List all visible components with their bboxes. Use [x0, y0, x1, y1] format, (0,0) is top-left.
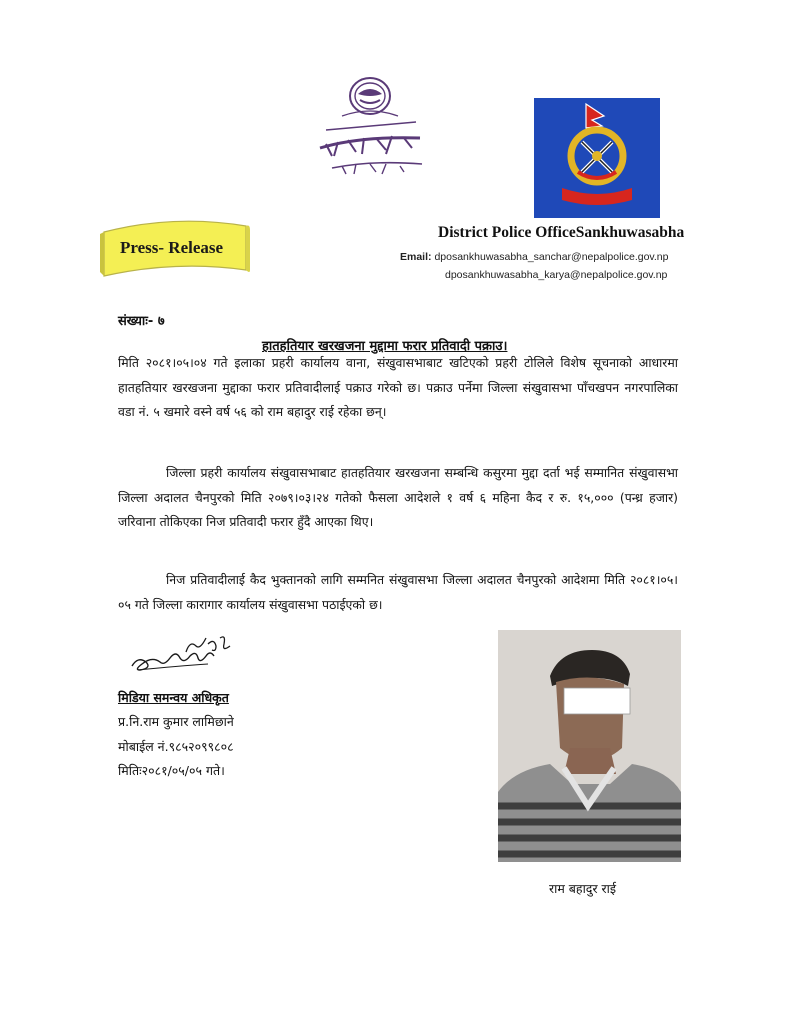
office-title: District Police OfficeSankhuwasabha: [438, 224, 685, 241]
email-karya: dposankhuwasabha_karya@nepalpolice.gov.np: [445, 269, 668, 281]
person-photo-icon: [498, 630, 681, 862]
paragraph-custody: निज प्रतिवादीलाई कैद भुक्तानको लागि सम्मनित संखुवासभा जिल्ला अदालत चैनपुरको आदेशमा मिति २०८१।०५।०५ गते जिल्ला कारागार कार्यालय संखुवासभा पठाईएको छ।: [118, 572, 678, 612]
photo-caption: राम बहादुर राई: [549, 881, 617, 896]
email-label: Email:: [400, 251, 432, 263]
signatory-name: प्र.नि.राम कुमार लामिछाने: [118, 714, 234, 729]
police-emblem-icon: [534, 98, 660, 218]
signatory-title: मिडिया समन्वय अधिकृत: [118, 690, 229, 705]
suspect-photo: [498, 630, 681, 862]
press-release-label: Press- Release: [120, 238, 224, 257]
paragraph-arrest: मिति २०८१।०५।०४ गते इलाका प्रहरी कार्यालय वाना, संखुवासभाबाट खटिएको प्रहरी टोलिले विशेष सूचनाको आधारमा हातहतियार खरखजना मुद्दाका फरार प्रतिवादीलाई पक्राउ गरेको छ। पक्राउ पर्नेमा जिल्ला संखुवासभा पाँचखपन नगरपालिका वडा नं. ५ खमारे वस्ने वर्ष ५६ को राम बहादुर राई रहेका छन्।: [118, 355, 678, 419]
email-sanchar: dposankhuwasabha_sanchar@nepalpolice.gov.np: [434, 251, 669, 263]
email-row: [400, 251, 669, 263]
nepal-police-logo: [534, 98, 660, 218]
signatory-mobile: मोबाईल नं.९८५२०९९८०८: [118, 739, 234, 754]
press-headline: हातहतियार खरखजना मुद्दामा फरार प्रतिवादी पक्राउ।: [262, 339, 508, 354]
paragraph-verdict: जिल्ला प्रहरी कार्यालय संखुवासभाबाट हातहतियार खरखजना सम्बन्धि कसुरमा मुद्दा दर्ता भई सम्मानित संखुवासभा जिल्ला अदालत चैनपुरको मिति २०७९।०३।२४ गतेको फैसला आदेशले १ वर्ष ६ महिना कैद र रु. १५,००० (पन्ध्र हजार) जरिवाना तोकिएका निज प्रतिवादी फरार हुँदै आएका थिए।: [118, 465, 678, 529]
handwritten-signature: [128, 630, 240, 676]
police-office-seal: [312, 72, 432, 190]
reference-number: संख्याः- ७: [118, 314, 165, 329]
signatory-date: मितिः२०८१/०५/०५ गते।: [118, 763, 225, 778]
